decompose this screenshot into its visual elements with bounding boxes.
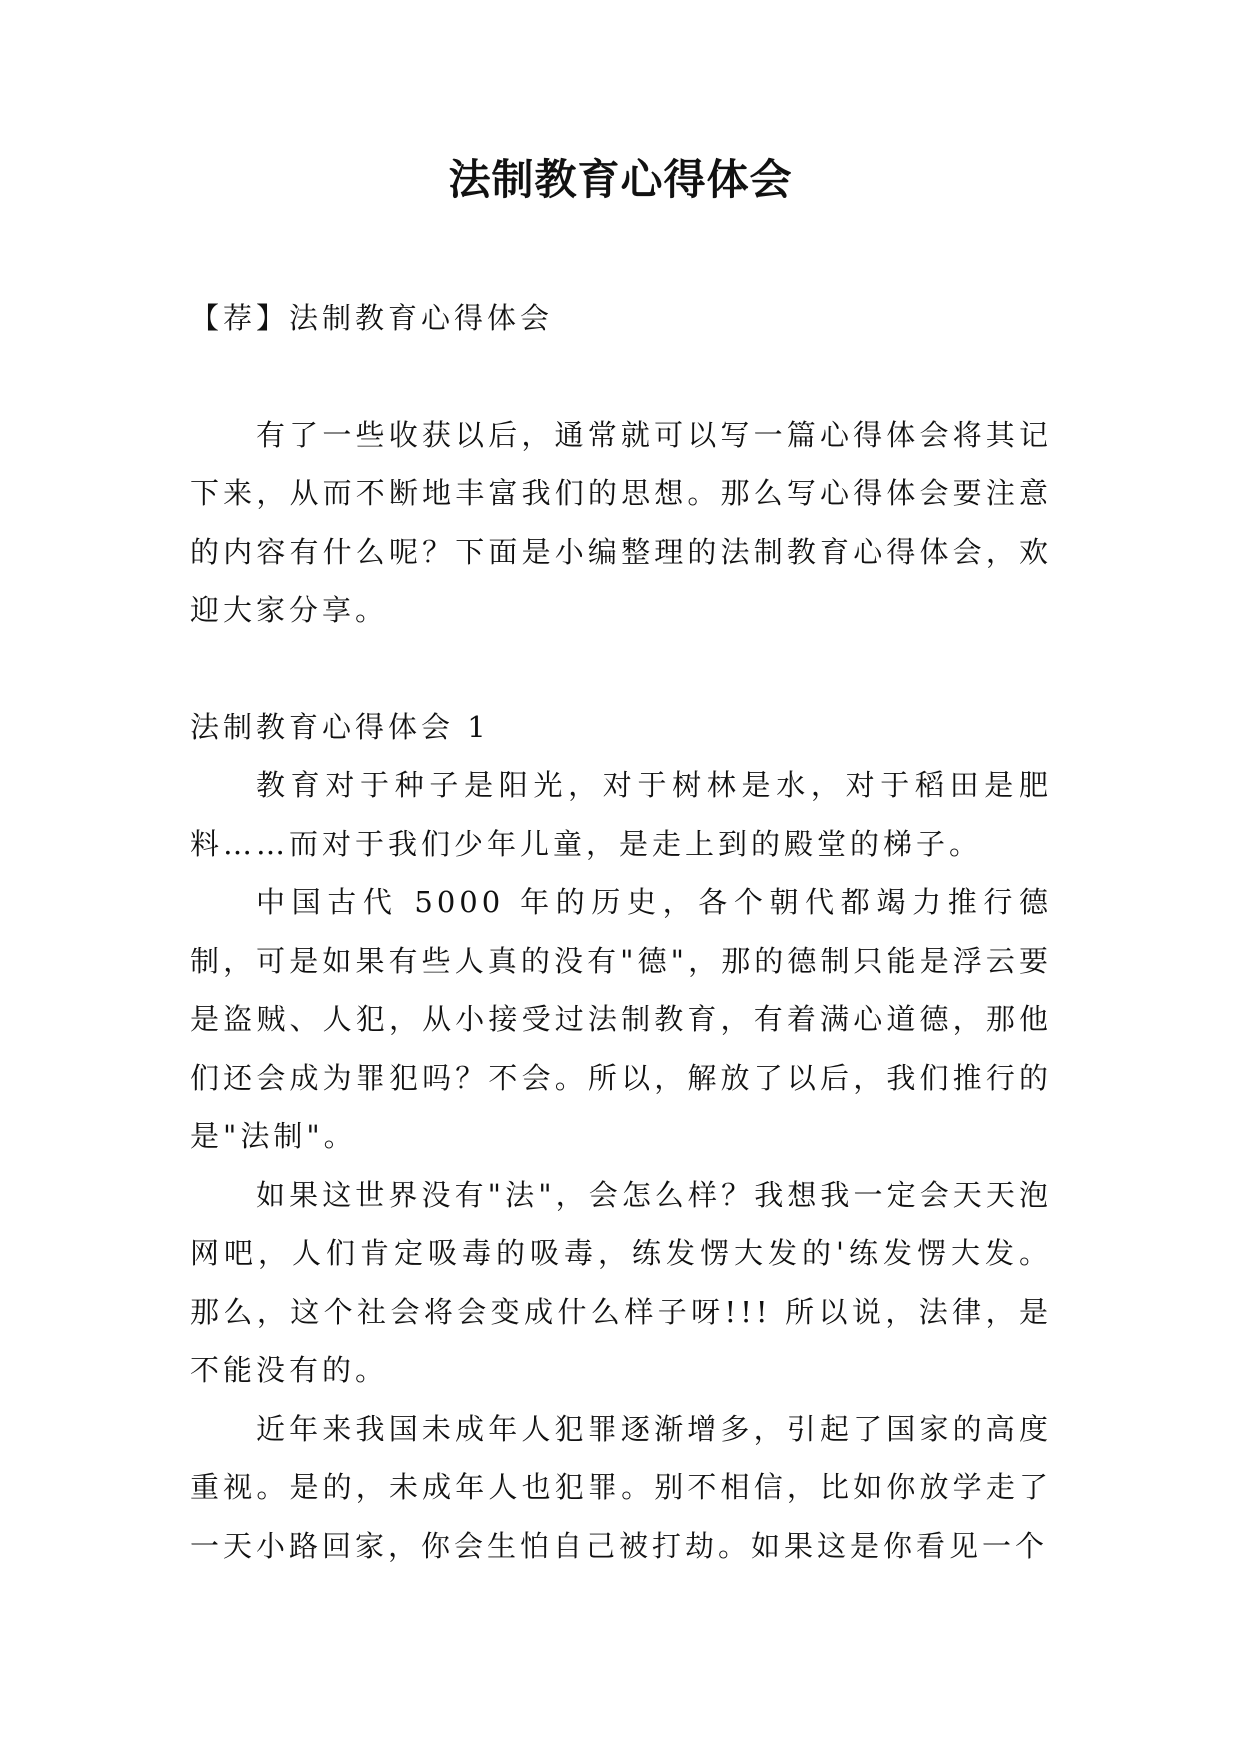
document-subtitle: 【荐】法制教育心得体会: [190, 301, 554, 335]
body-paragraph-1: 教育对于种子是阳光，对于树林是水，对于稻田是肥料……而对于我们少年儿童，是走上到的殿堂的梯子。: [190, 768, 1052, 861]
document-title: 法制教育心得体会: [448, 155, 793, 204]
document-body: [190, 289, 1052, 1575]
body-paragraph-3: 如果这世界没有"法"，会怎么样？我想我一定会天天泡网吧，人们肯定吸毒的吸毒，练发愣大发的'练发愣大发。那么，这个社会将会变成什么样子呀!!! 所以说，法律，是不能没有的。: [190, 1177, 1052, 1387]
body-paragraph-2: 中国古代 5000 年的历史，各个朝代都竭力推行德制，可是如果有些人真的没有"德"，那的德制只能是浮云要是盗贼、人犯，从小接受过法制教育，有着满心道德，那他们还会成为罪犯吗？不会。所以，解放了以后，我们推行的是"法制"。: [190, 885, 1052, 1153]
intro-paragraph: 有了一些收获以后，通常就可以写一篇心得体会将其记下来，从而不断地丰富我们的思想。那么写心得体会要注意的内容有什么呢？下面是小编整理的法制教育心得体会，欢迎大家分享。: [190, 417, 1052, 627]
section-heading: 法制教育心得体会 1: [190, 709, 490, 744]
body-paragraph-4: 近年来我国未成年人犯罪逐渐增多，引起了国家的高度重视。是的，未成年人也犯罪。别不相信，比如你放学走了一天小路回家，你会生怕自己被打劫。如果这是你看见一个: [190, 1411, 1052, 1563]
